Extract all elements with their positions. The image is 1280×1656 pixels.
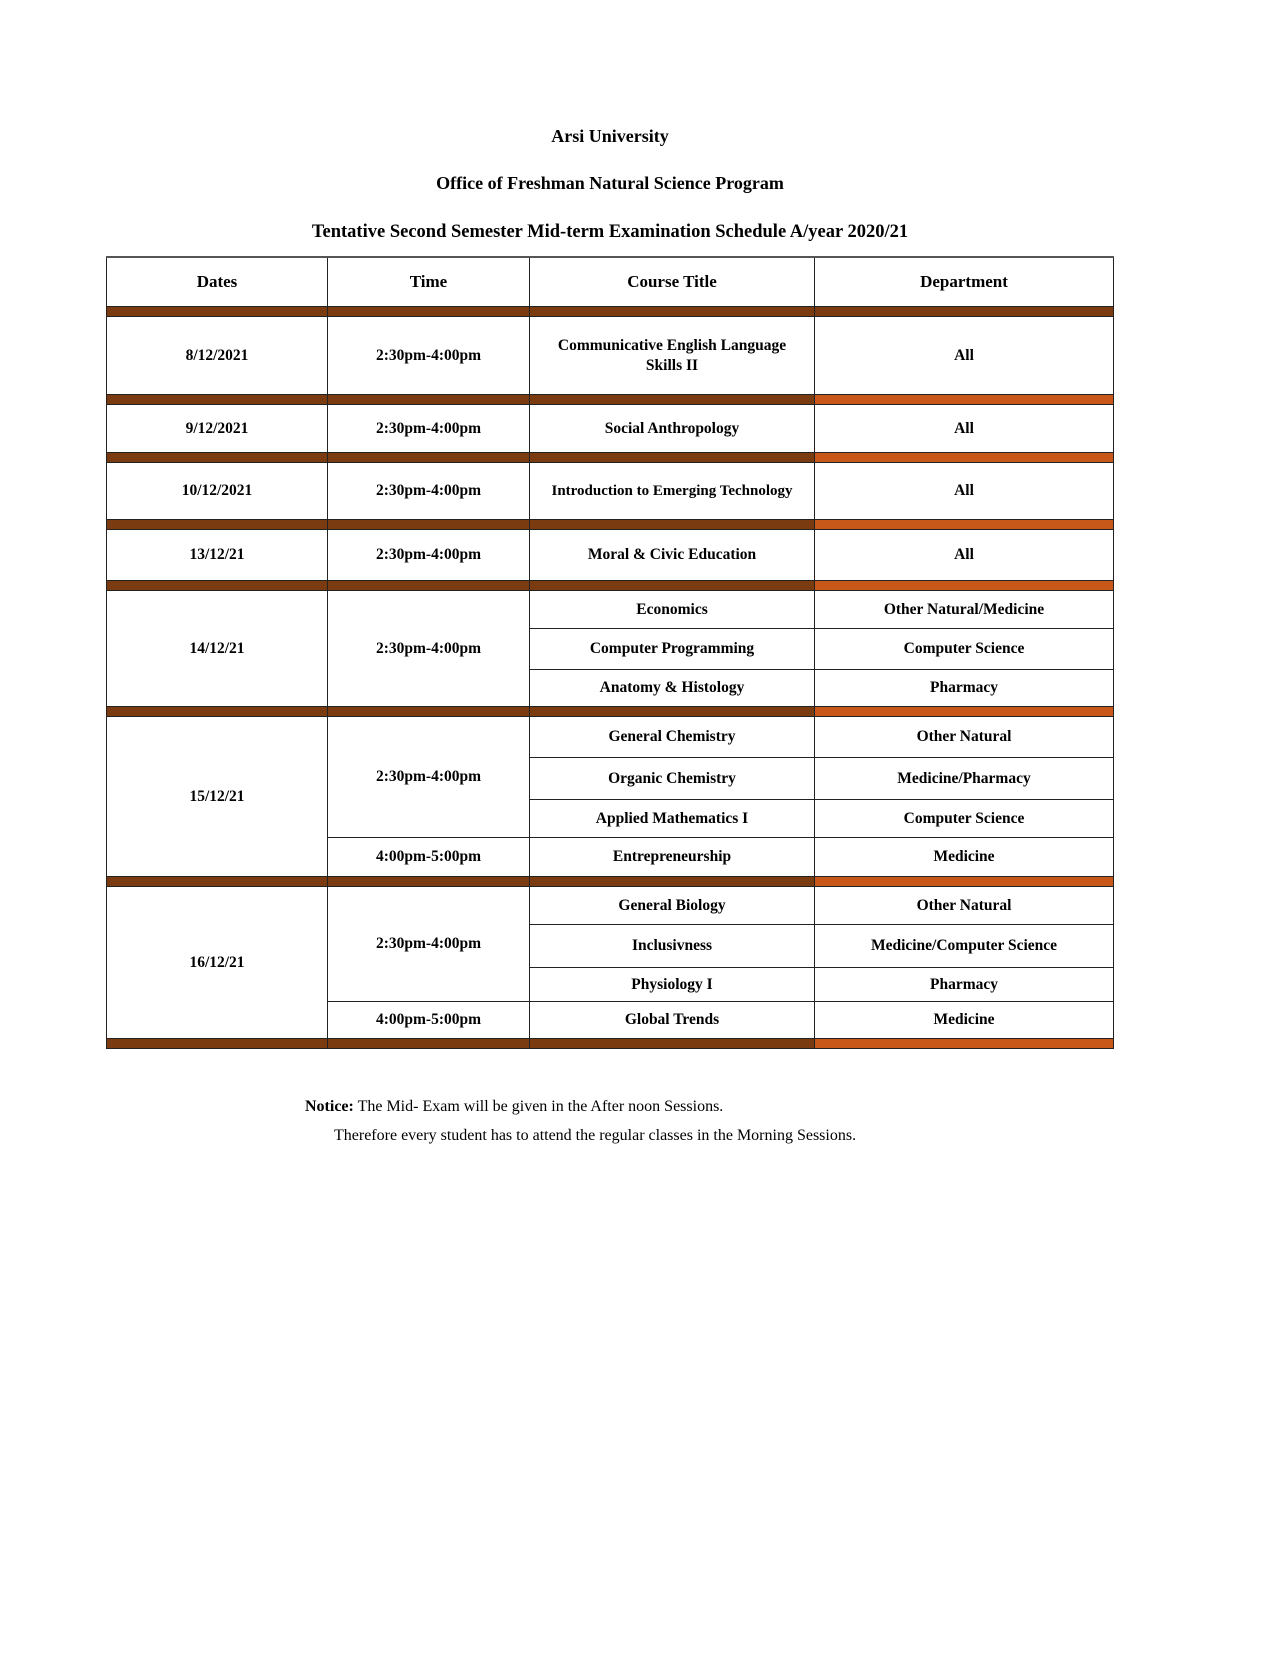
course-cell: Applied Mathematics I bbox=[530, 800, 815, 838]
course-cell: Economics bbox=[530, 591, 815, 629]
department-cell: Medicine/Pharmacy bbox=[815, 758, 1114, 800]
time-cell: 2:30pm-4:00pm bbox=[328, 591, 530, 707]
date-cell: 13/12/21 bbox=[107, 530, 328, 581]
department-cell: Pharmacy bbox=[815, 968, 1114, 1002]
date-cell: 9/12/2021 bbox=[107, 405, 328, 453]
department-cell: Computer Science bbox=[815, 629, 1114, 670]
date-cell: 16/12/21 bbox=[107, 887, 328, 1039]
course-cell: Social Anthropology bbox=[530, 405, 815, 453]
course-cell: Entrepreneurship bbox=[530, 838, 815, 877]
department-cell: All bbox=[815, 530, 1114, 581]
department-cell: All bbox=[815, 317, 1114, 395]
separator-row bbox=[107, 453, 1114, 463]
course-cell: Physiology I bbox=[530, 968, 815, 1002]
notice-text: The Mid- Exam will be given in the After noon Sessions. bbox=[353, 1098, 724, 1115]
table-row bbox=[107, 717, 1114, 758]
time-cell: 4:00pm-5:00pm bbox=[328, 838, 530, 877]
course-cell: General Biology bbox=[530, 887, 815, 925]
exam-schedule-table bbox=[106, 256, 1114, 1049]
time-cell: 2:30pm-4:00pm bbox=[328, 887, 530, 1002]
column-header-time: Time bbox=[328, 257, 530, 307]
department-cell: Medicine bbox=[815, 838, 1114, 877]
department-cell: Other Natural bbox=[815, 887, 1114, 925]
schedule-title: Tentative Second Semester Mid-term Examination Schedule A/year 2020/21 bbox=[311, 222, 909, 242]
course-cell: Organic Chemistry bbox=[530, 758, 815, 800]
time-cell: 2:30pm-4:00pm bbox=[328, 463, 530, 520]
separator-row bbox=[107, 1039, 1114, 1049]
department-cell: All bbox=[815, 463, 1114, 520]
date-cell: 15/12/21 bbox=[107, 717, 328, 877]
table-row bbox=[107, 317, 1114, 395]
department-cell: Other Natural bbox=[815, 717, 1114, 758]
notice-line-1 bbox=[305, 1098, 723, 1116]
department-cell: Pharmacy bbox=[815, 670, 1114, 707]
separator-row bbox=[107, 877, 1114, 887]
separator-row bbox=[107, 307, 1114, 317]
department-cell: Other Natural/Medicine bbox=[815, 591, 1114, 629]
table-row bbox=[107, 887, 1114, 925]
department-cell: All bbox=[815, 405, 1114, 453]
course-cell: Communicative English Language Skills II bbox=[530, 317, 815, 395]
date-cell: 10/12/2021 bbox=[107, 463, 328, 520]
time-cell: 2:30pm-4:00pm bbox=[328, 317, 530, 395]
department-cell: Medicine bbox=[815, 1002, 1114, 1039]
table-row bbox=[107, 530, 1114, 581]
separator-row bbox=[107, 395, 1114, 405]
course-cell: Global Trends bbox=[530, 1002, 815, 1039]
notice-line-2: Therefore every student has to attend the regular classes in the Morning Sessions. bbox=[334, 1127, 857, 1144]
separator-row bbox=[107, 520, 1114, 530]
office-name: Office of Freshman Natural Science Program bbox=[436, 173, 784, 193]
date-cell: 8/12/2021 bbox=[107, 317, 328, 395]
column-header-dates: Dates bbox=[107, 257, 328, 307]
time-cell: 2:30pm-4:00pm bbox=[328, 717, 530, 838]
time-cell: 4:00pm-5:00pm bbox=[328, 1002, 530, 1039]
table-header-row bbox=[107, 257, 1114, 307]
course-cell: Anatomy & Histology bbox=[530, 670, 815, 707]
table-row bbox=[107, 463, 1114, 520]
time-cell: 2:30pm-4:00pm bbox=[328, 405, 530, 453]
column-header-department: Department bbox=[815, 257, 1114, 307]
time-cell: 2:30pm-4:00pm bbox=[328, 530, 530, 581]
course-cell: Introduction to Emerging Technology bbox=[530, 463, 815, 520]
table-row bbox=[107, 591, 1114, 629]
separator-row bbox=[107, 707, 1114, 717]
course-cell: General Chemistry bbox=[530, 717, 815, 758]
department-cell: Medicine/Computer Science bbox=[815, 925, 1114, 968]
course-cell: Computer Programming bbox=[530, 629, 815, 670]
university-name: Arsi University bbox=[551, 126, 669, 146]
course-cell: Inclusivness bbox=[530, 925, 815, 968]
date-cell: 14/12/21 bbox=[107, 591, 328, 707]
column-header-course-title: Course Title bbox=[530, 257, 815, 307]
notice-label: Notice: bbox=[305, 1098, 354, 1115]
course-cell: Moral & Civic Education bbox=[530, 530, 815, 581]
separator-row bbox=[107, 581, 1114, 591]
department-cell: Computer Science bbox=[815, 800, 1114, 838]
table-row bbox=[107, 405, 1114, 453]
